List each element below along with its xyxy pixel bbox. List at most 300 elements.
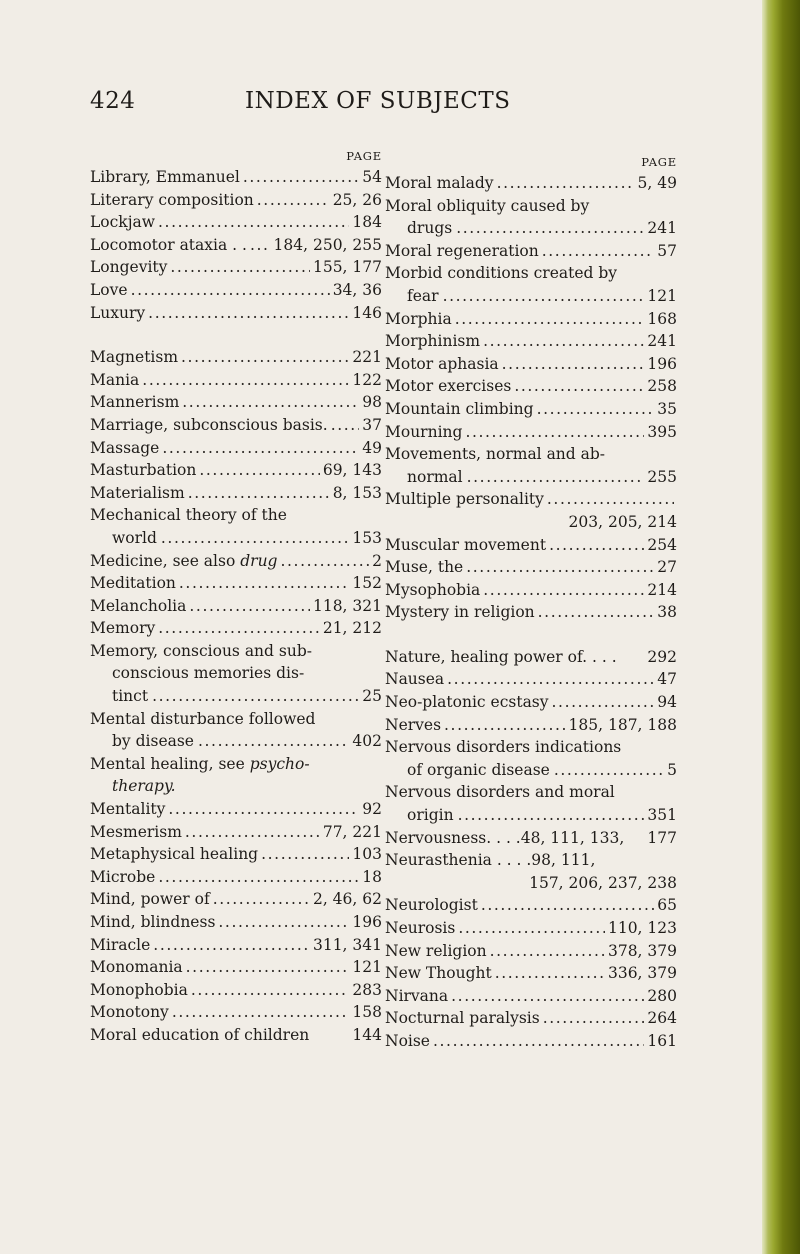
index-entry: [385, 195, 677, 240]
entry-pages: 34, 36: [332, 280, 382, 299]
entry-pages: 5: [667, 760, 677, 779]
entry-pages: 336, 379: [607, 964, 677, 983]
index-entry: [385, 353, 677, 376]
entry-term: Mania: [90, 370, 140, 389]
index-entry: [385, 781, 677, 826]
dot-leader: [490, 940, 605, 963]
entry-pages: 8, 153: [332, 483, 382, 502]
entry-term-cont: world: [112, 528, 157, 547]
entry-term: Moral obliquity caused by: [385, 196, 590, 215]
entry-term: Meditation: [90, 574, 176, 593]
entry-pages: 292: [647, 647, 677, 666]
entry-term: Multiple personality: [385, 490, 544, 509]
dot-leader: [191, 979, 350, 1002]
entry-line: [90, 369, 382, 392]
entry-line: [385, 579, 677, 602]
index-entry: [90, 888, 382, 911]
dot-leader: [188, 482, 330, 505]
entry-line: [90, 753, 382, 776]
index-entry: [90, 934, 382, 957]
dot-leader: [331, 414, 360, 437]
entry-line: [90, 866, 382, 889]
entry-line: [385, 736, 677, 759]
entry-line: [90, 550, 382, 573]
dot-leader: [250, 234, 271, 257]
entry-continuation: [385, 511, 677, 534]
page-number: 424: [90, 88, 136, 114]
index-entry: [385, 240, 677, 263]
entry-term: Mountain climbing: [385, 399, 534, 418]
entry-line: [385, 443, 677, 466]
index-entry: [90, 550, 382, 573]
index-entry: [90, 843, 382, 866]
entry-pages: 184, 250, 255: [273, 235, 382, 254]
dot-leader: [158, 617, 320, 640]
entry-line: [385, 917, 677, 940]
dot-leader: [261, 843, 349, 866]
entry-pages: 258: [647, 377, 677, 396]
dot-leader: [199, 459, 319, 482]
entry-line: [385, 398, 677, 421]
entry-line: [90, 279, 382, 302]
index-entry: [385, 668, 677, 691]
entry-term: Mannerism: [90, 393, 180, 412]
entry-term-cont: of organic disease: [407, 760, 550, 779]
index-entry: [385, 262, 677, 307]
entry-pages: 214: [647, 580, 677, 599]
entry-pages: 54: [362, 168, 382, 186]
index-entry: [385, 579, 677, 602]
entry-pages: 311, 341: [312, 935, 382, 954]
entry-pages: 121: [352, 958, 382, 977]
entry-pages: 241: [647, 219, 677, 238]
page-title: INDEX OF SUBJECTS: [245, 88, 511, 114]
entry-term-italic: therapy.: [112, 777, 176, 796]
page-header: [90, 88, 670, 122]
entry-pages: 27: [657, 558, 677, 577]
entry-continuation: [385, 804, 677, 827]
entry-term: Moral education of children: [90, 1025, 310, 1044]
entry-term: Melancholia: [90, 596, 187, 615]
entry-term: Lockjaw: [90, 213, 156, 232]
entry-term: Medicine, see also drug: [90, 551, 278, 570]
entry-pages: 280: [647, 986, 677, 1005]
dot-leader: [181, 346, 349, 369]
entry-line: [90, 1024, 382, 1047]
entry-line: [90, 256, 382, 279]
entry-line: [90, 956, 382, 979]
entry-pages: 37: [362, 415, 382, 434]
entry-continuation: conscious memories dis-: [112, 664, 305, 683]
entry-line: [90, 234, 382, 257]
index-entry: [90, 866, 382, 889]
entry-term: Monophobia: [90, 980, 188, 999]
entry-pages: 402: [352, 732, 382, 751]
dot-leader: [538, 601, 655, 624]
dot-leader: [549, 534, 644, 557]
entry-line: [385, 330, 677, 353]
entry-line: [90, 572, 382, 595]
entry-pages: 122: [352, 370, 382, 389]
entry-term: Mechanical theory of the: [90, 506, 287, 525]
entry-line: [385, 195, 677, 218]
dot-leader: [185, 821, 320, 844]
index-entry: [90, 956, 382, 979]
entry-line: [385, 962, 677, 985]
entry-term: Moral malady: [385, 174, 494, 192]
entry-line: [90, 911, 382, 934]
entry-line: [90, 211, 382, 234]
group-gap: [385, 624, 677, 646]
dot-leader: [189, 595, 310, 618]
entry-pages: 2: [372, 551, 382, 570]
entry-line: [385, 1030, 677, 1053]
index-entry: [385, 308, 677, 331]
entry-term: Mentality: [90, 800, 166, 819]
entry-line: [90, 640, 382, 663]
index-column-left: [90, 146, 382, 1047]
entry-continuation: [385, 759, 677, 782]
entry-term-cont: fear: [407, 286, 439, 305]
dot-leader: [179, 572, 350, 595]
index-entry: [385, 894, 677, 917]
index-entry: [385, 736, 677, 781]
entry-term: Nature, healing power of. . . .: [385, 647, 617, 666]
index-entry: [90, 346, 382, 369]
entry-pages: 153: [352, 528, 382, 547]
index-entry: [90, 459, 382, 482]
entry-term: Muscular movement: [385, 535, 547, 554]
index-entry: [385, 646, 677, 669]
entry-pages: 264: [647, 1009, 677, 1028]
entry-pages: 118, 321: [312, 596, 382, 615]
entry-line: [385, 714, 677, 737]
entry-pages: 25: [362, 687, 382, 706]
index-entry: [90, 753, 382, 798]
dot-leader: [433, 1030, 644, 1053]
index-entry: [385, 691, 677, 714]
dot-leader: [148, 302, 349, 325]
entry-pages: 38: [657, 603, 677, 622]
entry-term-cont: origin: [407, 806, 454, 825]
index-entry: [385, 330, 677, 353]
dot-leader: [466, 556, 654, 579]
index-entry: [385, 1030, 677, 1053]
entry-pages: 185, 187, 188: [568, 715, 677, 734]
entry-term: Mesmerism: [90, 822, 182, 841]
entry-line: [385, 894, 677, 917]
entry-line: [90, 798, 382, 821]
entry-continuation: [90, 527, 382, 550]
entry-pages: 283: [352, 980, 382, 999]
entry-term: Neo-platonic ecstasy: [385, 693, 549, 712]
dot-leader: [443, 285, 645, 308]
dot-leader: [514, 375, 644, 398]
entry-line: [385, 534, 677, 557]
entry-term: New religion: [385, 941, 487, 960]
entry-term: Marriage, subconscious basis.: [90, 415, 328, 434]
entry-term: Mental disturbance followed: [90, 709, 316, 728]
entry-pages: 152: [352, 574, 382, 593]
entry-line: [90, 708, 382, 731]
dot-leader: [170, 256, 310, 279]
index-entry: [90, 482, 382, 505]
entry-line: [385, 646, 677, 669]
index-entry: [90, 504, 382, 549]
index-entry: [90, 256, 382, 279]
entry-term: Monotony: [90, 1003, 169, 1022]
entry-term: Neurosis: [385, 919, 456, 937]
entry-term: Literary composition: [90, 190, 254, 209]
index-entry: [90, 166, 382, 189]
dot-leader: [542, 240, 655, 263]
dot-leader: [158, 866, 359, 889]
dot-leader: [280, 550, 369, 573]
entry-continuation: [90, 685, 382, 708]
dot-leader: [142, 369, 349, 392]
entry-term: Mental healing, see psycho-: [90, 754, 310, 773]
dot-leader: [495, 962, 605, 985]
entry-term: Nervousness. . . .48, 111, 133,: [385, 828, 625, 847]
entry-pages: 184: [352, 213, 382, 232]
entry-pages: 121: [647, 286, 677, 305]
entry-term: Locomotor ataxia . .: [90, 235, 247, 254]
entry-pages: 351: [647, 806, 677, 825]
entry-line: [385, 353, 677, 376]
entry-term: Nausea: [385, 670, 445, 689]
entry-line: [90, 843, 382, 866]
index-column-right: [385, 146, 677, 1053]
entry-term: Mind, blindness: [90, 913, 216, 931]
index-entry: [385, 421, 677, 444]
entry-term: Mysophobia: [385, 580, 481, 599]
dot-leader: [467, 466, 645, 489]
entry-term: Motor exercises: [385, 377, 512, 396]
entry-line: [90, 595, 382, 618]
entry-pages: 241: [647, 332, 677, 351]
entry-term-cont: tinct: [112, 687, 149, 706]
dot-leader: [152, 685, 359, 708]
entry-line: [90, 437, 382, 460]
dot-leader: [186, 956, 350, 979]
entry-pages: 158: [352, 1003, 382, 1022]
entry-term: Neurologist: [385, 896, 478, 915]
dot-leader: [483, 579, 644, 602]
dot-leader: [483, 330, 644, 353]
entry-pages: 395: [647, 422, 677, 441]
entry-line: [90, 166, 382, 189]
index-entry: [90, 414, 382, 437]
entry-line: [385, 556, 677, 579]
dot-leader: [243, 166, 359, 189]
dot-leader: [537, 398, 655, 421]
entry-line: [385, 668, 677, 691]
dot-leader: [213, 888, 310, 911]
index-entry: [90, 369, 382, 392]
entry-pages: 144: [352, 1025, 382, 1044]
entry-pages: 157, 206, 237, 238: [529, 873, 677, 892]
index-entry: [90, 302, 382, 325]
entry-line: [90, 821, 382, 844]
index-entry: [90, 211, 382, 234]
index-entry: [385, 398, 677, 421]
index-entry: [385, 443, 677, 488]
entry-line: [90, 414, 382, 437]
entry-term: Nerves: [385, 715, 442, 734]
entry-pages: 2, 46, 62: [312, 890, 382, 909]
entry-term: Miracle: [90, 935, 151, 954]
entry-continuation: [385, 466, 677, 489]
entry-pages: 21, 212: [322, 619, 382, 638]
entry-pages: 378, 379: [607, 941, 677, 960]
entry-pages: 161: [647, 1031, 677, 1050]
index-entry: [385, 962, 677, 985]
dot-leader: [444, 714, 566, 737]
entry-pages: 221: [352, 348, 382, 367]
entry-pages: 25, 26: [332, 190, 382, 209]
entry-line: [385, 849, 677, 872]
entry-line: [90, 482, 382, 505]
entry-pages: 18: [362, 867, 382, 886]
dot-leader: [182, 391, 359, 414]
dot-leader: [554, 759, 664, 782]
entry-term: Noise: [385, 1031, 430, 1050]
entry-pages: 110, 123: [607, 919, 677, 937]
entry-term-cont: drugs: [407, 219, 453, 238]
page-column-label: PAGE: [346, 149, 382, 163]
index-entry: [90, 979, 382, 1002]
entry-term: Morphia: [385, 309, 452, 328]
entry-term: Nervous disorders indications: [385, 738, 622, 757]
entry-line: [90, 617, 382, 640]
entry-continuation: [385, 872, 677, 895]
entry-pages: 254: [647, 535, 677, 554]
dot-leader: [131, 279, 330, 302]
entry-pages: 255: [647, 467, 677, 486]
entry-term: Massage: [90, 438, 160, 457]
entry-term: New Thought: [385, 964, 492, 983]
entry-pages: 92: [362, 800, 382, 819]
entry-term-cont: by disease: [112, 732, 194, 751]
dot-leader: [257, 189, 330, 212]
entry-term: Morbid conditions created by: [385, 264, 618, 283]
entry-term: Nocturnal paralysis: [385, 1009, 540, 1028]
dot-leader: [168, 798, 359, 821]
index-entry: [90, 617, 382, 640]
entry-line: [385, 172, 677, 195]
entry-pages: 57: [657, 241, 677, 260]
dot-leader: [161, 527, 350, 550]
entry-pages: 98: [362, 393, 382, 412]
entry-line: [385, 691, 677, 714]
entry-term: Monomania: [90, 958, 183, 977]
dot-leader: [218, 911, 349, 934]
entry-line: [90, 391, 382, 414]
index-entry: [385, 940, 677, 963]
dot-leader: [497, 172, 635, 195]
index-entry: [90, 189, 382, 212]
entry-line: [385, 308, 677, 331]
entry-term: Muse, the: [385, 558, 464, 577]
entry-line: [90, 979, 382, 1002]
entry-continuation: [90, 730, 382, 753]
index-entry: [385, 556, 677, 579]
entry-continuation: [90, 775, 382, 798]
entry-term: Moral regeneration: [385, 241, 539, 260]
entry-term: Luxury: [90, 303, 146, 322]
index-entry: [385, 534, 677, 557]
entry-pages: 146: [352, 303, 382, 322]
entry-pages: 203, 205, 214: [568, 512, 677, 531]
entry-term: Longevity: [90, 258, 168, 277]
entry-line: [90, 459, 382, 482]
entry-pages: 196: [647, 354, 677, 373]
entry-line: [385, 240, 677, 263]
index-entry: [90, 279, 382, 302]
entry-term: Magnetism: [90, 348, 179, 367]
entry-term: Memory, conscious and sub-: [90, 641, 312, 660]
index-entry: [385, 488, 677, 533]
entry-term: Movements, normal and ab-: [385, 445, 606, 464]
dot-leader: [465, 421, 644, 444]
entry-term: Memory: [90, 619, 156, 638]
entry-term: Masturbation: [90, 461, 197, 480]
entry-term: Metaphysical healing: [90, 845, 259, 864]
index-entry: [90, 234, 382, 257]
dot-leader: [458, 917, 605, 940]
entry-term: Neurasthenia . . . .98, 111,: [385, 851, 596, 870]
index-entry: [385, 375, 677, 398]
index-entry: [90, 572, 382, 595]
entry-term-italic: drug: [240, 551, 278, 570]
entry-term: Mystery in religion: [385, 603, 535, 622]
index-entry: [90, 798, 382, 821]
entry-line: [385, 601, 677, 624]
entry-pages: 5, 49: [637, 174, 677, 192]
dot-leader: [455, 308, 645, 331]
entry-line: [90, 888, 382, 911]
entry-term-cont: normal: [407, 467, 463, 486]
dot-leader: [158, 211, 349, 234]
index-entry: [385, 917, 677, 940]
dot-leader: [456, 217, 644, 240]
index-entry: [90, 391, 382, 414]
entry-pages: 65: [657, 896, 677, 915]
entry-term: Morphinism: [385, 332, 481, 351]
entry-pages: 168: [647, 309, 677, 328]
entry-line: [90, 346, 382, 369]
entry-continuation: [385, 285, 677, 308]
entry-line: [90, 1001, 382, 1024]
index-entry: [385, 1007, 677, 1030]
entry-line: [90, 504, 382, 527]
entry-pages: 47: [657, 670, 677, 689]
index-entry: [90, 595, 382, 618]
dot-leader: [547, 488, 674, 511]
entry-term: Nirvana: [385, 986, 449, 1005]
entry-pages: 49: [362, 438, 382, 457]
entry-term: Love: [90, 280, 128, 299]
dot-leader: [198, 730, 349, 753]
entry-pages: 35: [657, 399, 677, 418]
entry-pages: 94: [657, 693, 677, 712]
entry-term: Mourning: [385, 422, 463, 441]
entry-term: Microbe: [90, 867, 156, 886]
entry-line: [385, 1007, 677, 1030]
index-entry: [90, 911, 382, 934]
entry-pages: 69, 143: [322, 461, 382, 480]
dot-leader: [153, 934, 310, 957]
